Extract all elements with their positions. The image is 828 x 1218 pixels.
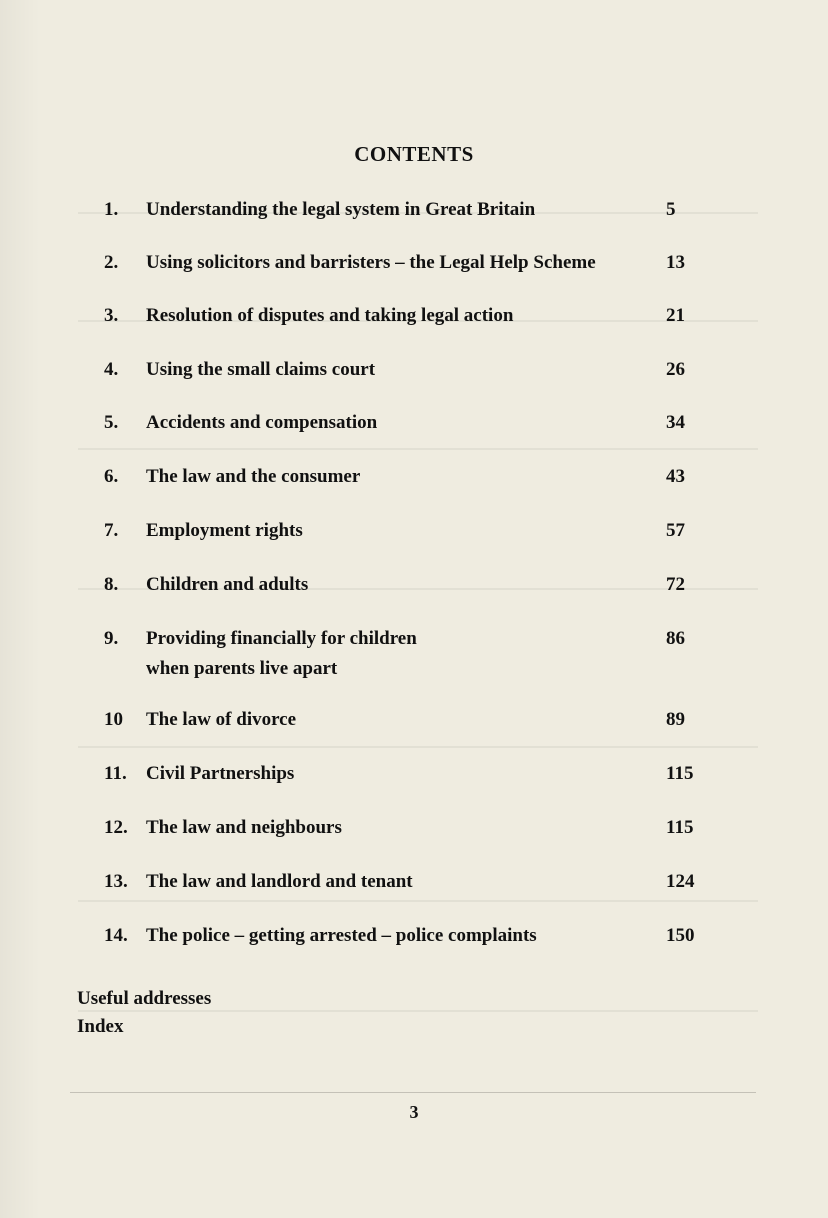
entry-title: Using solicitors and barristers – the Legal Help Scheme bbox=[146, 252, 596, 273]
entry-page: 124 bbox=[666, 871, 695, 892]
entry-number: 10 bbox=[104, 709, 123, 730]
entry-number: 5. bbox=[104, 412, 119, 433]
entry-title: Accidents and compensation bbox=[146, 412, 378, 433]
entry-page: 21 bbox=[666, 305, 685, 326]
entry-title: Children and adults bbox=[146, 574, 309, 595]
entry-title: The law of divorce bbox=[146, 709, 297, 730]
page-title: CONTENTS bbox=[354, 142, 474, 166]
entry-title: Understanding the legal system in Great Britain bbox=[146, 199, 536, 220]
index-entry[interactable]: Index bbox=[77, 1016, 124, 1037]
entry-title: Providing financially for children bbox=[146, 628, 417, 649]
entry-title: The police – getting arrested – police complaints bbox=[146, 925, 537, 946]
entry-title: Using the small claims court bbox=[146, 359, 376, 380]
entry-number: 3. bbox=[104, 305, 119, 326]
entry-number: 7. bbox=[104, 520, 119, 541]
entry-number: 1. bbox=[104, 199, 119, 220]
entry-number: 4. bbox=[104, 359, 119, 380]
entry-title-continuation: when parents live apart bbox=[146, 658, 338, 679]
entry-title: The law and the consumer bbox=[146, 466, 361, 487]
entry-page: 34 bbox=[666, 412, 685, 433]
entry-title: Civil Partnerships bbox=[146, 763, 295, 784]
entry-number: 2. bbox=[104, 252, 119, 273]
entry-page: 13 bbox=[666, 252, 685, 273]
entry-number: 12. bbox=[104, 817, 128, 838]
entry-page: 26 bbox=[666, 359, 685, 380]
entry-number: 6. bbox=[104, 466, 119, 487]
footer-divider bbox=[70, 1092, 756, 1093]
entry-page: 89 bbox=[666, 709, 685, 730]
entry-number: 9. bbox=[104, 628, 119, 649]
entry-number: 14. bbox=[104, 925, 128, 946]
entry-page: 86 bbox=[666, 628, 685, 649]
entry-page: 150 bbox=[666, 925, 695, 946]
entry-page: 115 bbox=[666, 817, 694, 838]
entry-page: 57 bbox=[666, 520, 685, 541]
entry-title: The law and neighbours bbox=[146, 817, 342, 838]
entry-title: Employment rights bbox=[146, 520, 303, 541]
entry-page: 5 bbox=[666, 199, 676, 220]
page-number: 3 bbox=[409, 1102, 419, 1122]
entry-number: 13. bbox=[104, 871, 128, 892]
entry-number: 8. bbox=[104, 574, 119, 595]
useful-addresses-entry[interactable]: Useful addresses bbox=[77, 988, 212, 1009]
entry-page: 72 bbox=[666, 574, 685, 595]
entry-page: 43 bbox=[666, 466, 685, 487]
entry-title: Resolution of disputes and taking legal action bbox=[146, 305, 514, 326]
entry-page: 115 bbox=[666, 763, 694, 784]
entry-title: The law and landlord and tenant bbox=[146, 871, 413, 892]
entry-number: 11. bbox=[104, 763, 127, 784]
toc-entry-9[interactable] bbox=[104, 624, 704, 684]
